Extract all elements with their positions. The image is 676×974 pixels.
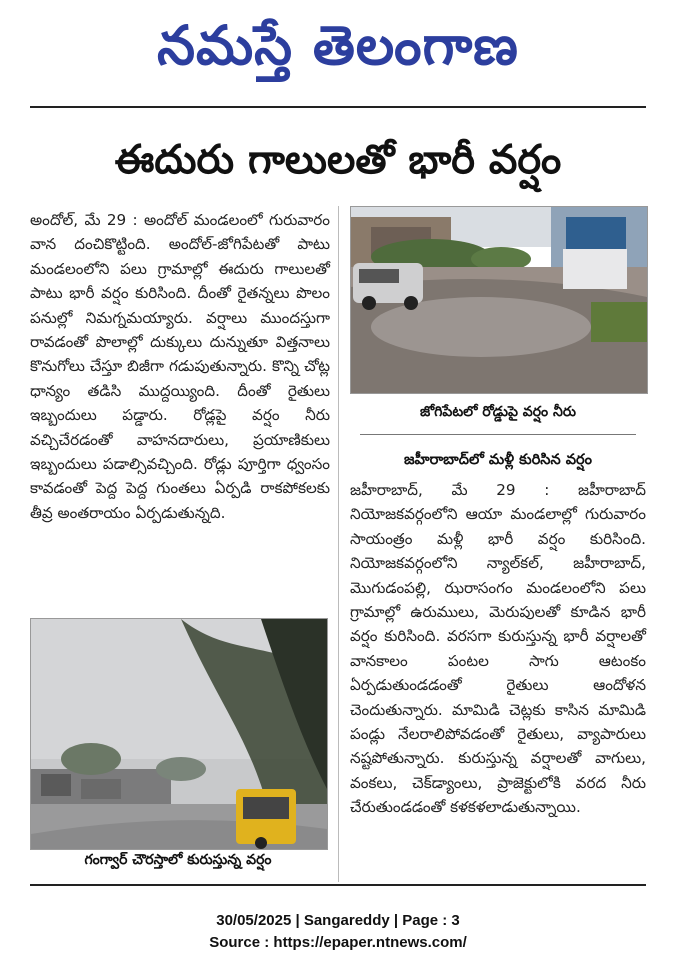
flooded-road-image	[351, 207, 647, 393]
masthead	[0, 0, 676, 95]
article-body-left	[30, 208, 330, 525]
bottom-divider	[30, 884, 646, 886]
newspaper-logo: నమస్తే తెలంగాణ	[157, 14, 519, 77]
photo-flooded-road	[350, 206, 648, 394]
article-paragraph-right: జహీరాబాద్, మే 29 : జహీరాబాద్ నియోజకవర్గంలోని ఆయా మండలాల్లో గురువారం సాయంత్రం మళ్లీ భారీ వర్షం కురిసింది. నియోజకవర్గంలోని న్యాల్‌కల్, జహీరాబాద్, మొగుడంపల్లి, ఝరాసంగం మండలంలోని పలు గ్రామాల్లో ఉరుములు, మెరుపులతో కూడిన భారీ వర్షం కురిసింది. వరసగా కురుస్తున్న భారీ వర్షాలతో వానకాలం పంటల సాగు ఆటంకం ఏర్పడుతుండడంతో రైతులు ఆందోళన చెందుతున్నారు. మామిడి చెట్లకు కాసిన మామిడి పండ్లు నేలరాలిపోవడంతో రైతులు, వ్యాపారులు నష్టపోతున్నారు. కురుస్తున్న వర్షాలతో వాగులు, వంకలు, చెక్‌డ్యాంలు, ప్రాజెక్టులోకి వరద నీరు చేరుతుండడంతో కళకళలాడుతున్నాయి.	[350, 481, 646, 817]
article-paragraph-left: అందోల్, మే 29 : అందోల్ మండలంలో గురువారం వాన దంచికొట్టింది. అందోల్-జోగిపేటతో పాటు మండలంలోని పలు గ్రామాల్లో ఈదురు గాలులతో పాటు భారీ వర్షం కురిసింది. దీంతో రైతన్నలు పొలం పనుల్లో నిమగ్నమయ్యారు. వర్షాలు ముందస్తుగా రావడంతో పొలాల్లో దుక్కులు దున్నుతూ విత్తనాలు కొనుగోలు చేస్తూ బిజీగా గడుపుతున్నారు. కొన్ని చోట్ల ధాన్యం తడిసి ముద్దయ్యింది. దీంతో రైతులు ఇబ్బందులు పడ్డారు. రోడ్లపై వర్షం నీరు వచ్చిచేరడంతో వాహనదారులు, ప్రయాణికులు ఇబ్బందులు పడాల్సివచ్చింది. రోడ్లు పూర్తిగా ధ్వంసం కావడంతో పెద్ద పెద్ద గుంతలు ఏర్పడి రాకపోకలకు తీవ్ర అంతరాయం ఏర్పడుతున్నది.	[30, 211, 330, 522]
footer-source-link[interactable]: Source : https://epaper.ntnews.com/	[209, 934, 467, 951]
article-body-right	[350, 478, 646, 820]
photo-rainy-junction	[30, 618, 328, 850]
article-subhead: జహీరాబాద్‌లో మళ్లీ కురిసిన వర్షం	[404, 452, 592, 468]
caption-divider	[360, 434, 636, 435]
rainy-junction-image	[31, 619, 327, 849]
footer-date-line: 30/05/2025 | Sangareddy | Page : 3	[216, 912, 460, 929]
photo2-caption: గంగ్వార్ చౌరస్తాలో కురుస్తున్న వర్షం	[84, 852, 272, 868]
article-headline: ఈదురు గాలులతో భారీ వర్షం	[114, 137, 562, 183]
top-divider	[30, 106, 646, 108]
column-divider	[338, 206, 339, 882]
photo1-caption: జోగిపేటలో రోడ్డుపై వర్షం నీరు	[419, 404, 576, 420]
